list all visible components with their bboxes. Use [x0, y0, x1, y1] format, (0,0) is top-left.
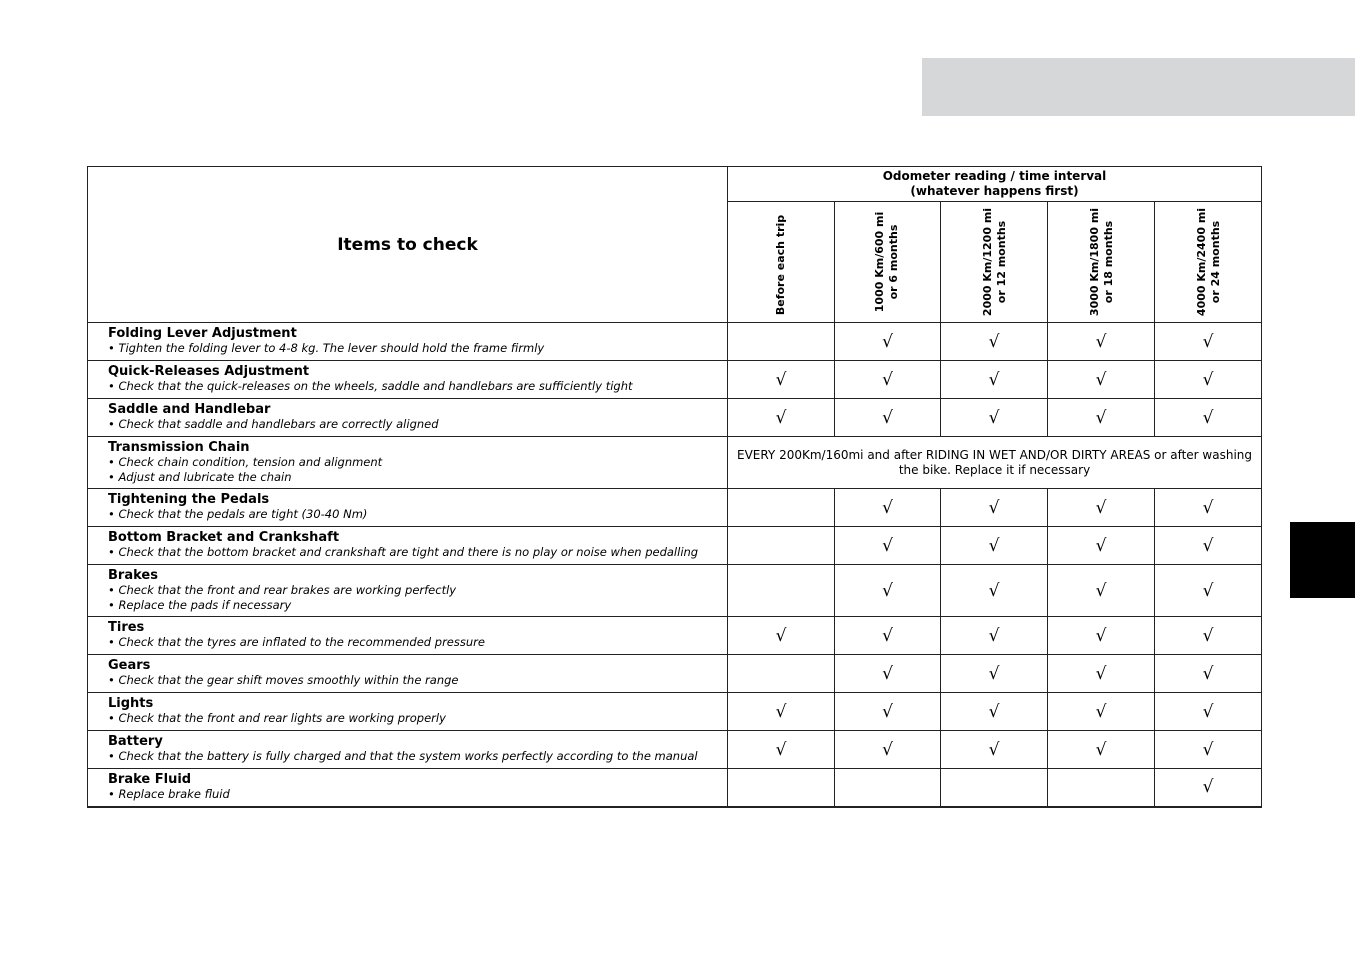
check-mark: √ — [941, 565, 1048, 617]
check-mark: √ — [1155, 565, 1262, 617]
table-row — [88, 769, 1262, 807]
interval-sublabel: or 12 months — [995, 220, 1009, 304]
table-row — [88, 617, 1262, 655]
interval-sublabel: or 6 months — [887, 224, 901, 300]
interval-column-header — [941, 202, 1048, 323]
table-row — [88, 323, 1262, 361]
item-title: Lights — [108, 696, 154, 711]
item-cell — [88, 655, 728, 693]
check-mark: √ — [1048, 489, 1155, 527]
check-mark: √ — [1155, 527, 1262, 565]
interval-header — [728, 167, 1262, 202]
item-title: Saddle and Handlebar — [108, 402, 271, 417]
check-mark: √ — [1048, 731, 1155, 769]
check-mark: √ — [1048, 361, 1155, 399]
item-cell — [88, 769, 728, 807]
check-mark: √ — [941, 693, 1048, 731]
item-cell — [88, 489, 728, 527]
interval-label: Before each trip — [773, 214, 787, 315]
check-mark: √ — [1048, 399, 1155, 437]
check-mark: √ — [835, 399, 941, 437]
check-mark: √ — [835, 361, 941, 399]
check-mark: √ — [1155, 731, 1262, 769]
table-row — [88, 399, 1262, 437]
item-description: • Check that saddle and handlebars are correctly aligned — [108, 417, 439, 431]
table-row — [88, 489, 1262, 527]
check-mark: √ — [941, 399, 1048, 437]
item-description: • Check that the pedals are tight (30-40 Nm) — [108, 507, 368, 521]
empty-cell — [728, 489, 835, 527]
item-cell — [88, 565, 728, 617]
check-mark: √ — [1048, 617, 1155, 655]
check-mark: √ — [1155, 617, 1262, 655]
check-mark: √ — [835, 731, 941, 769]
check-mark: √ — [1155, 693, 1262, 731]
check-mark: √ — [1048, 693, 1155, 731]
item-title: Tires — [108, 620, 145, 635]
item-cell — [88, 693, 728, 731]
empty-cell — [728, 565, 835, 617]
item-description: • Check that the tyres are inflated to the recommended pressure — [108, 635, 485, 649]
interval-column-header — [835, 202, 941, 323]
check-mark: √ — [1048, 655, 1155, 693]
check-mark: √ — [835, 323, 941, 361]
item-cell — [88, 361, 728, 399]
check-mark: √ — [1155, 655, 1262, 693]
item-title: Brakes — [108, 568, 158, 583]
check-mark: √ — [728, 693, 835, 731]
table-row — [88, 437, 1262, 489]
item-title: Transmission Chain — [108, 440, 250, 455]
check-mark: √ — [941, 527, 1048, 565]
item-cell — [88, 731, 728, 769]
check-mark: √ — [728, 617, 835, 655]
check-mark: √ — [941, 655, 1048, 693]
interval-column-header — [1048, 202, 1155, 323]
check-mark: √ — [1048, 323, 1155, 361]
check-mark: √ — [941, 489, 1048, 527]
item-cell — [88, 399, 728, 437]
item-description: • Check that the front and rear lights are working properly — [108, 711, 446, 725]
item-title: Gears — [108, 658, 151, 673]
item-description: • Adjust and lubricate the chain — [108, 470, 292, 484]
interval-label: 2000 Km/1200 mi — [981, 207, 995, 317]
check-mark: √ — [835, 693, 941, 731]
table-row — [88, 655, 1262, 693]
interval-sublabel: or 24 months — [1209, 220, 1223, 304]
check-mark: √ — [835, 617, 941, 655]
check-mark: √ — [1155, 489, 1262, 527]
check-mark: √ — [1155, 769, 1262, 807]
interval-label: 4000 Km/2400 mi — [1195, 207, 1209, 317]
check-mark: √ — [1048, 527, 1155, 565]
item-description: • Check that the front and rear brakes are working perfectly — [108, 583, 457, 597]
table-row — [88, 527, 1262, 565]
item-description: • Replace the pads if necessary — [108, 598, 292, 612]
check-mark: √ — [728, 361, 835, 399]
item-description: • Tighten the folding lever to 4-8 kg. The lever should hold the frame firmly — [108, 341, 545, 355]
check-mark: √ — [941, 617, 1048, 655]
item-title: Brake Fluid — [108, 772, 192, 787]
item-cell — [88, 527, 728, 565]
interval-header-line2: (whatever happens first) — [910, 184, 1079, 198]
item-title: Battery — [108, 734, 163, 749]
item-description: • Check that the quick-releases on the wheels, saddle and handlebars are sufficiently tight — [108, 379, 633, 393]
item-title: Quick-Releases Adjustment — [108, 364, 310, 379]
check-mark: √ — [835, 489, 941, 527]
item-title: Tightening the Pedals — [108, 492, 270, 507]
check-mark: √ — [728, 399, 835, 437]
empty-cell — [728, 527, 835, 565]
item-description: • Check chain condition, tension and alignment — [108, 455, 383, 469]
header-band — [922, 58, 1355, 116]
item-description: • Check that the battery is fully charged and that the system works perfectly according to the manual — [108, 749, 698, 763]
check-mark: √ — [835, 655, 941, 693]
table-row — [88, 361, 1262, 399]
item-cell — [88, 437, 728, 489]
empty-cell — [728, 323, 835, 361]
check-mark: √ — [728, 731, 835, 769]
chapter-tab — [1290, 522, 1355, 598]
table-row — [88, 693, 1262, 731]
item-title: Folding Lever Adjustment — [108, 326, 297, 341]
table-row — [88, 565, 1262, 617]
table-row — [88, 731, 1262, 769]
check-mark: √ — [1048, 565, 1155, 617]
interval-label: 1000 Km/600 mi — [873, 211, 887, 313]
interval-header-line1: Odometer reading / time interval — [882, 169, 1107, 183]
interval-label: 3000 Km/1800 mi — [1088, 207, 1102, 317]
check-mark: √ — [835, 527, 941, 565]
item-description: • Check that the bottom bracket and crankshaft are tight and there is no play or noise when pedalling — [108, 545, 699, 559]
empty-cell — [728, 769, 835, 807]
empty-cell — [835, 769, 941, 807]
items-to-check-header: Items to check — [88, 167, 728, 323]
empty-cell — [941, 769, 1048, 807]
interval-note: EVERY 200Km/160mi and after RIDING IN WET AND/OR DIRTY AREAS or after washing the bike. Replace it if necessary — [728, 437, 1262, 489]
check-mark: √ — [941, 323, 1048, 361]
interval-column-header — [1155, 202, 1262, 323]
check-mark: √ — [1155, 323, 1262, 361]
interval-column-header — [728, 202, 835, 323]
maintenance-table — [87, 166, 1262, 808]
check-mark: √ — [941, 361, 1048, 399]
check-mark: √ — [941, 731, 1048, 769]
item-title: Bottom Bracket and Crankshaft — [108, 530, 340, 545]
item-cell — [88, 617, 728, 655]
item-cell — [88, 323, 728, 361]
check-mark: √ — [835, 565, 941, 617]
interval-sublabel: or 18 months — [1102, 220, 1116, 304]
item-description: • Replace brake fluid — [108, 787, 230, 801]
empty-cell — [1048, 769, 1155, 807]
empty-cell — [728, 655, 835, 693]
check-mark: √ — [1155, 399, 1262, 437]
item-description: • Check that the gear shift moves smoothly within the range — [108, 673, 459, 687]
check-mark: √ — [1155, 361, 1262, 399]
